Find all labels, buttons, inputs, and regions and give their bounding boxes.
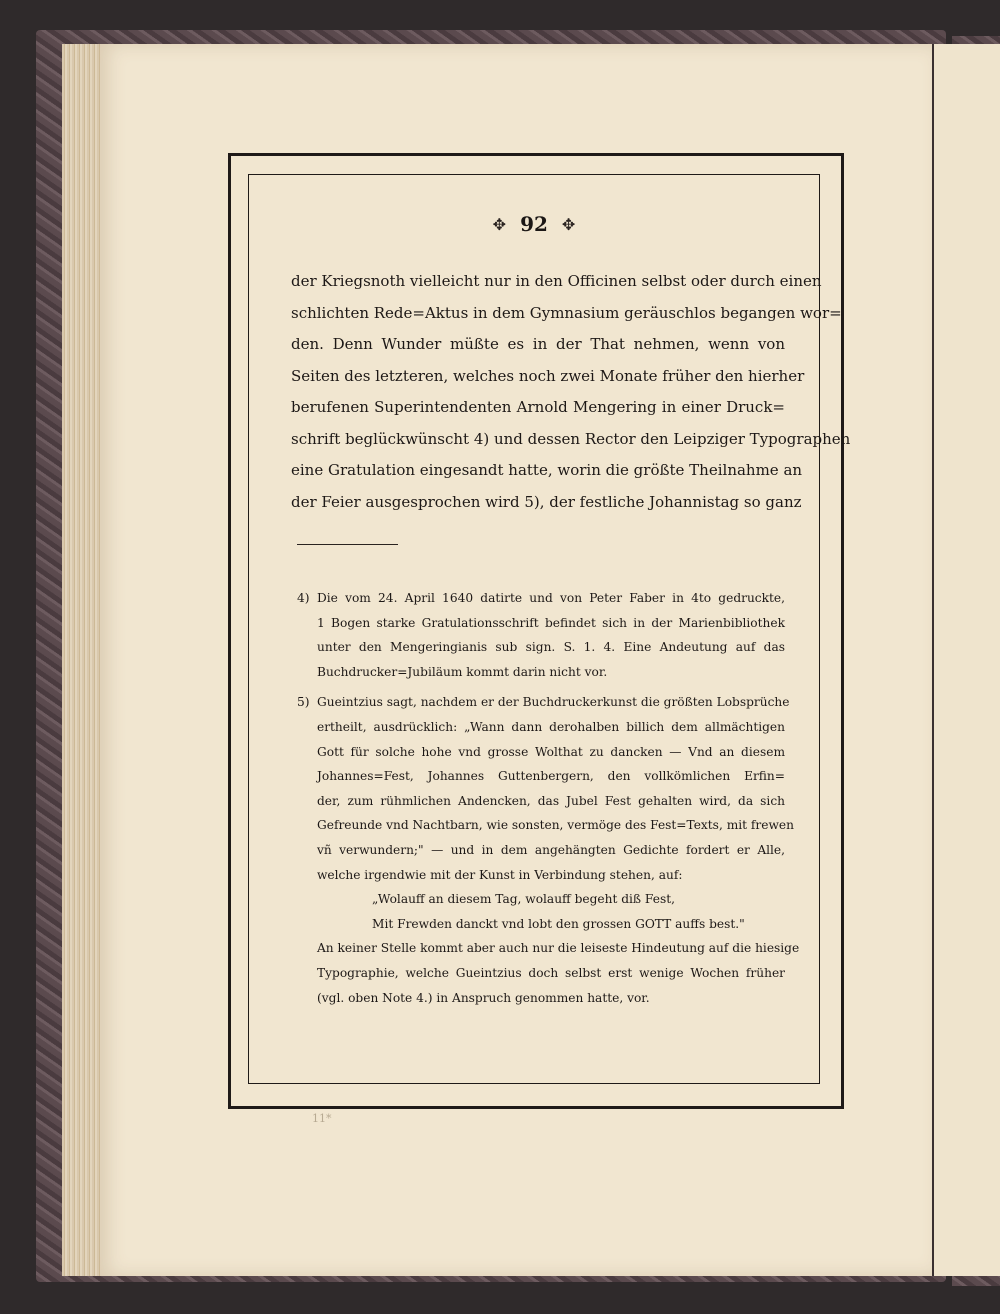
footnote-line: unter den Mengeringianis sub sign. S. 1. 4. Eine Andeutung auf das [317,640,785,655]
main-text [291,266,851,518]
footnote-continuation [317,936,800,1010]
facing-page-edge [932,44,1000,1276]
verse-line: „Wolauff an diesem Tag, wolauff begeht diß Fest, [372,892,675,907]
footnote-line: (vgl. oben Note 4.) in Anspruch genommen hatte, vor. [317,990,650,1005]
ornament-right-icon: ✥ [561,214,576,234]
body-line: schlichten Rede=Aktus in dem Gymnasium geräuschlos begangen wor= [291,303,842,322]
footnote-marker: 4) [297,591,310,605]
footnote-line: 1 Bogen starke Gratulationsschrift befindet sich in der Marienbibliothek [317,615,785,630]
signature-mark: 11* [312,1112,332,1125]
page-header [248,212,820,236]
body-line: berufenen Superintendenten Arnold Mengering in einer Druck= [291,398,785,416]
footnote-4 [297,586,785,684]
ornament-left-icon: ✥ [492,214,507,234]
body-line: den. Denn Wunder müßte es in der That nehmen, wenn von [291,335,785,353]
footnote-line: welche irgendwie mit der Kunst in Verbindung stehen, auf: [317,867,683,882]
footnote-5 [297,690,800,1010]
footnote-separator [297,544,398,545]
footnote-line: Gueintzius sagt, nachdem er der Buchdruckerkunst die größten Lobsprüche [317,695,790,710]
body-line: der Kriegsnoth vielleicht nur in den Officinen selbst oder durch einen [291,272,822,290]
footnote-line: Typographie, welche Gueintzius doch selbst erst wenige Wochen früher [317,965,785,980]
footnote-line: Gott für solche hohe vnd grosse Wolthat zu dancken — Vnd an diesem [317,744,785,759]
footnote-line: ertheilt, ausdrücklich: „Wann dann derohalben billich dem allmächtigen [317,719,785,734]
footnote-line: Johannes=Fest, Johannes Guttenbergern, den vollkömlichen Erfin= [317,769,785,784]
page-number: 92 [520,212,548,236]
body-line: eine Gratulation eingesandt hatte, worin die größte Theilnahme an [291,461,803,479]
footnote-line: vñ verwundern;" — und in dem angehängten Gedichte fordert er Alle, [317,842,785,857]
body-line: der Feier ausgesprochen wird 5), der festliche Johannistag so ganz [291,492,802,511]
footnotes [297,586,800,1016]
footnote-line: der, zum rühmlichen Andencken, das Jubel Fest gehalten wird, da sich [317,793,785,808]
footnote-line: Gefreunde vnd Nachtbarn, wie sonsten, vermöge des Fest=Texts, mit frewen [317,818,794,833]
verse-quote [372,887,785,936]
footnote-line: Buchdrucker=Jubiläum kommt darin nicht vor. [317,664,608,679]
footnote-marker: 5) [297,695,310,710]
footnote-line: An keiner Stelle kommt aber auch nur die leiseste Hindeutung auf die hiesige [317,941,800,956]
body-line: schrift beglückwünscht 4) und dessen Rector den Leipziger Typographen [291,429,851,448]
verse-line: Mit Frewden danckt vnd lobt den grossen GOTT auffs best." [372,916,745,931]
body-line: Seiten des letzteren, welches noch zwei Monate früher den hierher [291,366,805,385]
footnote-line: Die vom 24. April 1640 datirte und von Peter Faber in 4to gedruckte, [317,591,785,605]
